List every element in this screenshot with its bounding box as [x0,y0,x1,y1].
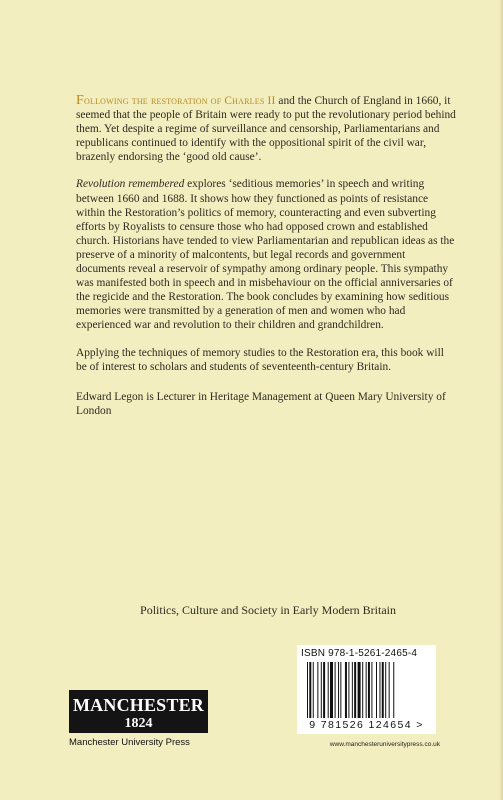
series-title: Politics, Culture and Society in Early Modern Britain [140,603,396,617]
barcode-bar [352,662,353,718]
barcode-bar [382,662,384,718]
barcode-bar [371,662,372,718]
barcode-bar [321,662,322,718]
paragraph-1-text: and the Church of England in 1660, it seemed that the people of Britain were ready to put the revolutionary period behind them. Yet despite a regime of surveillance and censorship, Parliamentarians and republicans continued to identify with the oppositional spirit of the civil war, brazenly endorsing the ‘good old cause’. [76,95,456,164]
isbn-label: ISBN 978-1-5261-2465-4 [301,648,418,659]
author-bio: Edward Legon is Lecturer in Heritage Management at Queen Mary University of London [76,390,446,417]
barcode-bar [313,662,314,718]
barcode-bar [379,662,380,718]
barcode-bar [328,662,329,718]
logo-year: 1824 [124,716,153,731]
isbn-barcode-box [297,645,436,734]
blurb-paragraph-3: Applying the techniques of memory studies to the Restoration era, this book will be of interest to scholars and students of seventeenth-century Britain. [76,346,444,373]
barcode-bar [393,662,394,718]
barcode-bar [389,662,390,718]
barcode-bar [317,662,318,718]
barcode-bar [338,662,339,718]
publisher-name: Manchester University Press [69,737,190,748]
publisher-website: www.manchesteruniversitypress.co.uk [329,741,440,748]
barcode-bar [330,662,333,718]
barcode-bar [366,662,367,718]
barcode-bar [345,662,347,718]
barcode-bar [335,662,336,718]
barcode-bar [354,662,356,718]
barcode-bar [358,662,361,718]
barcode-bar [348,662,349,718]
blurb [76,94,456,431]
barcode-bar [362,662,363,718]
barcode-bar [307,662,308,718]
blurb-paragraph-1 [76,94,456,164]
blurb-paragraph-2 [76,177,456,332]
barcode-bar [323,662,325,718]
opening-smallcaps [76,95,276,107]
barcode-bar [385,662,386,718]
barcode-bar [376,662,377,718]
barcode-bar [309,662,311,718]
smallcaps-text: ollowing the restoration of Charles II [84,95,276,107]
paragraph-2-text: explores ‘seditious memories’ in speech and writing between 1660 and 1688. It shows how they functioned as points of resistance within the Restoration’s politics of memory, counteracting and even subverting efforts by Royalists to censure those who had opposed crown and established church. Historians have tended to view Parliamentarian and republican ideas as the preserve of a minority of malcontents, but legal records and government documents reveal a reservoir of sympathy among ordinary people. This sympathy was manifested both in speech and in misbehaviour on the official anniversaries of the regicide and the Restoration. The book concludes by examining how seditious memories were transmitted by a generation of men and women who had experienced war and revolution to their children and grandchildren. [76,178,455,332]
book-title-italic: Revolution remembered [76,178,185,191]
spine-shadow [499,0,503,800]
publisher-logo [69,690,208,733]
barcode-bar [340,662,341,718]
drop-cap: F [76,93,84,108]
barcode-digits: 9 781526 124654 > [309,719,424,731]
barcode-bar [368,662,370,718]
barcode [307,662,427,718]
logo-name: MANCHESTER [72,695,204,715]
